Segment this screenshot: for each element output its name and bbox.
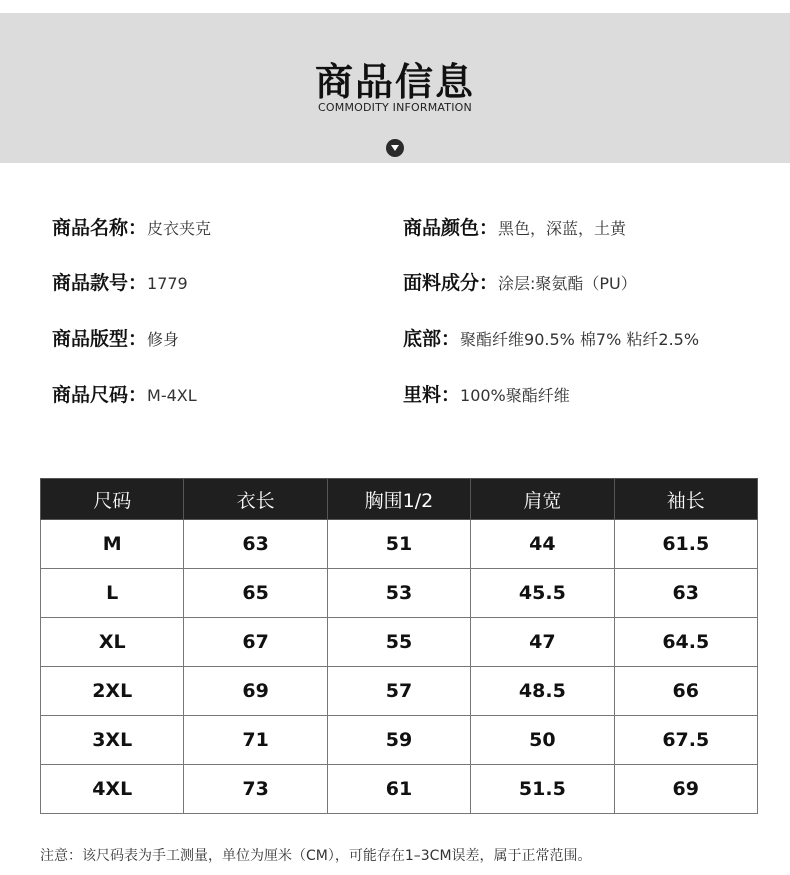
table-cell: 63 [184,520,327,569]
info-value: 黑色，深蓝，土黄 [498,219,627,238]
table-cell: 50 [471,716,614,765]
table-cell: 59 [327,716,470,765]
page-subtitle: COMMODITY INFORMATION [318,101,472,114]
info-product-name [52,213,211,240]
table-cell: 57 [327,667,470,716]
table-cell: L [41,569,184,618]
table-cell: 3XL [41,716,184,765]
info-label: 商品名称： [52,217,148,239]
table-row [41,569,758,618]
table-cell: 47 [471,618,614,667]
table-cell: 67 [184,618,327,667]
table-cell: 44 [471,520,614,569]
header-banner [0,13,790,163]
table-cell: 61.5 [614,520,757,569]
table-cell: XL [41,618,184,667]
info-product-color [403,213,626,240]
table-row [41,520,758,569]
info-product-code [52,268,188,295]
table-cell: 69 [614,765,757,814]
table-header-cell: 尺码 [41,479,184,520]
info-label: 商品尺码： [52,384,148,406]
table-cell: 61 [327,765,470,814]
table-row [41,618,758,667]
info-label: 里料： [403,384,461,406]
table-row [41,667,758,716]
info-product-fit [52,324,179,351]
table-cell: 48.5 [471,667,614,716]
table-cell: 69 [184,667,327,716]
table-header-row [41,479,758,520]
table-cell: 67.5 [614,716,757,765]
table-cell: 2XL [41,667,184,716]
chevron-down-icon [386,139,404,157]
size-note: 注意：该尺码表为手工测量，单位为厘米（CM），可能存在1–3CM误差，属于正常范围。 [40,848,592,864]
table-cell: 64.5 [614,618,757,667]
info-value: 聚酯纤维90.5% 棉7% 粘纤2.5% [460,330,700,349]
info-value: 修身 [147,330,180,349]
table-row [41,765,758,814]
info-label: 底部： [403,328,461,350]
info-label: 商品版型： [52,328,148,350]
table-header-cell: 胸围1/2 [327,479,470,520]
table-cell: 65 [184,569,327,618]
table-cell: 73 [184,765,327,814]
table-cell: 66 [614,667,757,716]
info-bottom [403,324,699,351]
table-cell: M [41,520,184,569]
table-cell: 45.5 [471,569,614,618]
info-value: 皮衣夹克 [147,219,212,238]
info-value: M-4XL [147,386,197,405]
info-lining [403,380,570,407]
info-label: 商品款号： [52,272,148,294]
table-cell: 63 [614,569,757,618]
size-table [40,478,758,814]
table-cell: 53 [327,569,470,618]
info-value: 1779 [147,274,188,293]
info-label: 面料成分： [403,272,499,294]
page-title: 商品信息 [314,60,475,104]
table-cell: 51 [327,520,470,569]
table-cell: 51.5 [471,765,614,814]
table-header-cell: 袖长 [614,479,757,520]
table-header-cell: 衣长 [184,479,327,520]
table-cell: 55 [327,618,470,667]
info-product-size [52,380,197,407]
info-fabric [403,268,637,295]
info-value: 涂层:聚氨酯（PU） [498,274,637,293]
table-cell: 71 [184,716,327,765]
info-label: 商品颜色： [403,217,499,239]
table-header-cell: 肩宽 [471,479,614,520]
table-row [41,716,758,765]
info-value: 100%聚酯纤维 [460,386,570,405]
table-cell: 4XL [41,765,184,814]
